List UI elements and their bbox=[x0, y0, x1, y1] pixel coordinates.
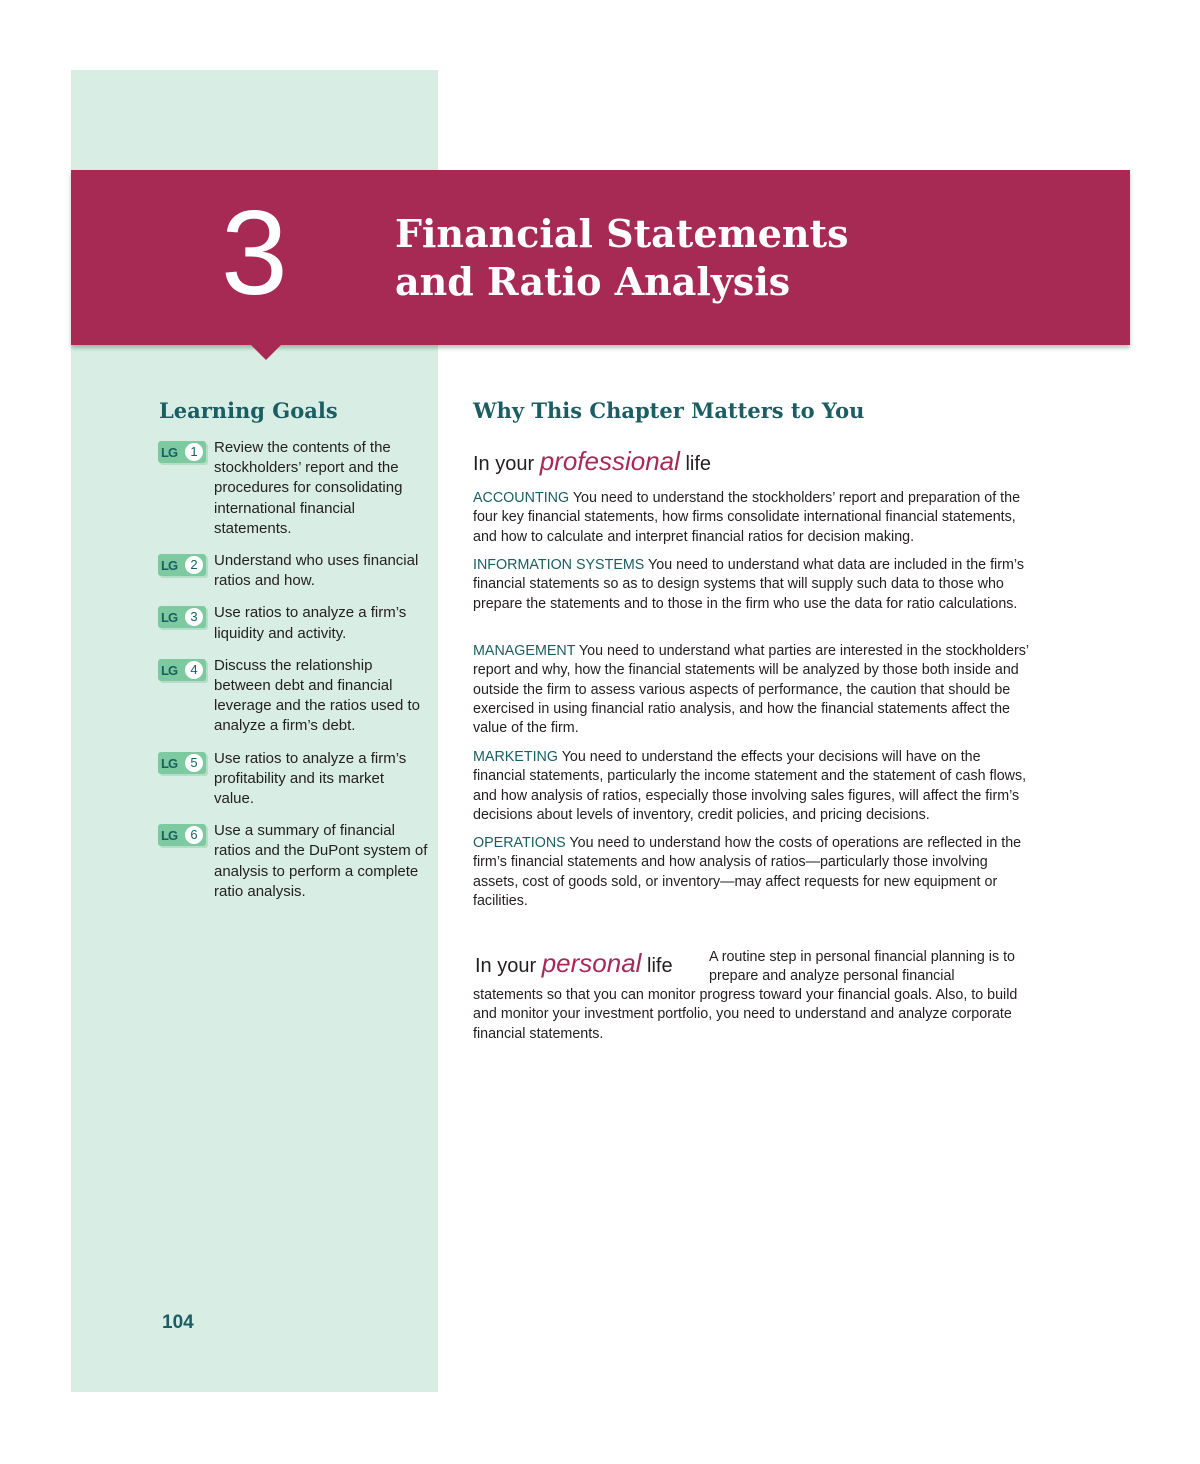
personal-paragraph-rest: statements so that you can monitor progress toward your financial goals. Also, to build and monitor your investment portfolio, you need to understand and analyze corporate financial statements. bbox=[473, 987, 1018, 1042]
learning-goal-4 bbox=[158, 656, 428, 737]
personal-script-word: personal bbox=[541, 948, 642, 978]
page-number: 104 bbox=[162, 1312, 194, 1333]
accounting-paragraph: ACCOUNTING You need to understand the stockholders’ report and preparation of the four key financial statements, how firms consolidate international financial statements, and how to calculate and interpret financial ratios for decision making. bbox=[473, 490, 1021, 545]
management-paragraph: MANAGEMENT You need to understand what parties are interested in the stockholders’ report and why, how the financial statements will be analyzed by those both inside and outside the firm to assess various aspects of performance, the caution that should be exercised in using financial ratio analysis, and how the financial statements affect the value of the firm. bbox=[473, 643, 1029, 737]
banner-notch bbox=[250, 344, 282, 360]
learning-goal-text: Use ratios to analyze a firm’s liquidity and activity. bbox=[214, 604, 407, 642]
chapter-title-line-2: and Ratio Analysis bbox=[395, 259, 791, 304]
marketing-paragraph: MARKETING You need to understand the effects your decisions will have on the financial statements, particularly the income statement and the statement of cash flows, and how analysis of ratios, especially those involving sales figures, will affect the firm’s decisions about levels of inventory, credit policies, and pricing decisions. bbox=[473, 749, 1027, 823]
paragraph-lead: ACCOUNTING bbox=[473, 490, 570, 506]
lg-badge: LG 5 bbox=[158, 752, 206, 774]
lg-badge: LG 3 bbox=[158, 606, 206, 628]
personal-life-heading: In your personal life bbox=[475, 948, 673, 978]
why-chapter-matters-heading: Why This Chapter Matters to You bbox=[473, 398, 865, 423]
lg-badge: LG 1 bbox=[158, 441, 206, 463]
lg-badge: LG 4 bbox=[158, 659, 206, 681]
paragraph-lead: MANAGEMENT bbox=[473, 643, 576, 659]
professional-script-word: professional bbox=[539, 446, 680, 476]
paragraph-lead: MARKETING bbox=[473, 749, 558, 765]
information-systems-paragraph: INFORMATION SYSTEMS You need to understand what data are included in the firm’s financial statements so as to design systems that will supply such data to those who prepare the statements and to those in the firm who use the data for ratio calculations. bbox=[473, 557, 1024, 612]
learning-goal-2 bbox=[158, 551, 428, 591]
operations-paragraph: OPERATIONS You need to understand how the costs of operations are reflected in the firm’s financial statements and how analysis of ratios—particularly those involving assets, cost of goods sold, or inventory—may affect requests for new equipment or facilities. bbox=[473, 835, 1022, 909]
professional-life-heading: In your professional life bbox=[473, 446, 712, 476]
learning-goals-list bbox=[158, 438, 428, 902]
chapter-title-line-1: Financial Statements bbox=[395, 211, 849, 256]
learning-goal-text: Understand who uses financial ratios and how. bbox=[214, 552, 419, 590]
learning-goal-text: Use a summary of financial ratios and the DuPont system of analysis to perform a complete ratio analysis. bbox=[214, 822, 428, 900]
lg-badge: LG 2 bbox=[158, 554, 206, 576]
learning-goals-heading: Learning Goals bbox=[159, 398, 338, 423]
chapter-title bbox=[395, 210, 848, 306]
learning-goal-3 bbox=[158, 603, 428, 643]
learning-goal-6 bbox=[158, 821, 428, 902]
personal-paragraph-start: A routine step in personal financial planning is to prepare and analyze personal financial bbox=[709, 949, 1015, 985]
learning-goal-text: Discuss the relationship between debt and financial leverage and the ratios used to analyze a firm’s debt. bbox=[214, 656, 420, 735]
learning-goal-text: Use ratios to analyze a firm’s profitability and its market value. bbox=[214, 749, 407, 808]
learning-goal-1 bbox=[158, 438, 428, 539]
lg-badge: LG 6 bbox=[158, 824, 206, 846]
paragraph-lead: INFORMATION SYSTEMS bbox=[473, 557, 645, 573]
chapter-number: 3 bbox=[221, 186, 288, 320]
learning-goal-5 bbox=[158, 749, 428, 810]
paragraph-lead: OPERATIONS bbox=[473, 835, 566, 851]
learning-goal-text: Review the contents of the stockholders’ report and the procedures for consolidating international financial statements. bbox=[214, 439, 403, 537]
